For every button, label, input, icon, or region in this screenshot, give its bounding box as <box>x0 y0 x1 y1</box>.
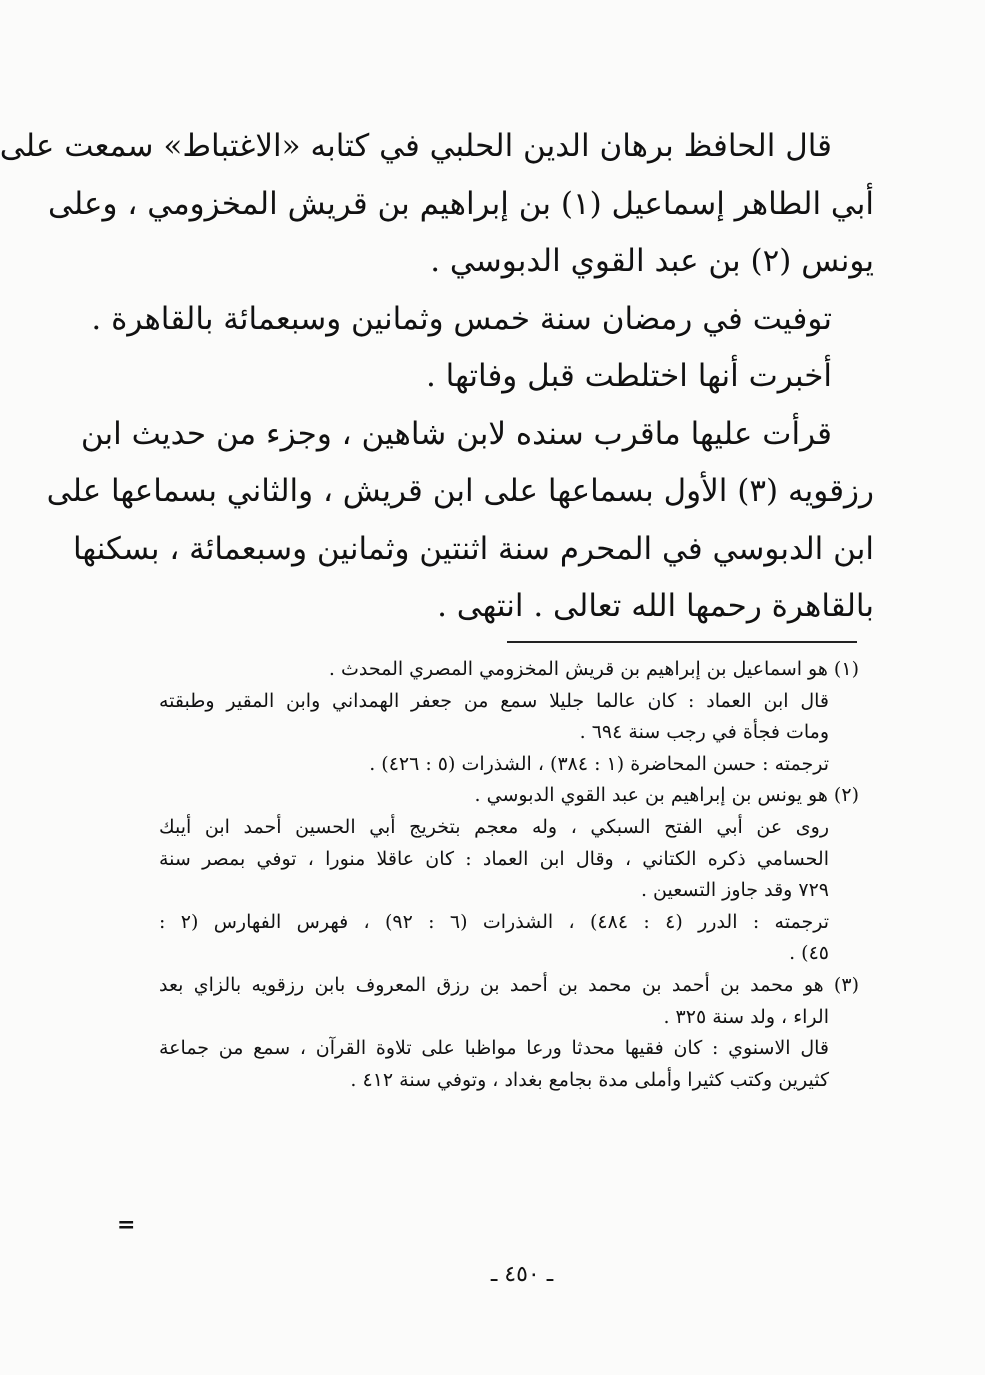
footnote-line: ٤٥) . <box>789 942 829 965</box>
text-line-2: أبي الطاهر إسماعيل (١) بن إبراهيم بن قريش المخزومي ، وعلى <box>47 185 874 222</box>
footnote-line: كثيرين وكتب كثيرا وأملى مدة بجامع بغداد ، وتوفي سنة ٤١٢ . <box>350 1068 829 1091</box>
footnote-2-heading: (٢) هو يونس بن إبراهيم بن عبد القوي الدبوسي . <box>474 784 859 807</box>
main-text <box>0 118 874 636</box>
continuation-mark: = <box>117 1212 136 1238</box>
text-line-7: رزقويه (٣) الأول بسماعها على ابن قريش ، والثاني بسماعها على <box>46 473 874 509</box>
footnote-line: قال الاسنوي : كان فقيها محدثا ورعا مواظبا على تلاوة القرآن ، سمع من جماعة <box>159 1037 829 1060</box>
footnote-line: ترجمته : الدرر (٤ : ٤٨٤) ، الشذرات (٦ : ٩٢) ، فهرس الفهارس (٢ : <box>159 910 829 933</box>
text-line-8: ابن الدبوسي في المحرم سنة اثنتين وثمانين وسبعمائة ، بسكنها <box>72 530 874 567</box>
footnote-line: ترجمته : حسن المحاضرة (١ : ٣٨٤) ، الشذرات (٥ : ٤٢٦) . <box>369 752 829 775</box>
text-line-4: توفيت في رمضان سنة خمس وثمانين وسبعمائة بالقاهرة . <box>91 300 832 337</box>
text-line-6: قرأت عليها ماقرب سنده لابن شاهين ، وجزء من حديث ابن <box>80 415 832 452</box>
footnote-separator <box>507 641 857 643</box>
text-line-5: أخبرت أنها اختلطت قبل وفاتها . <box>425 358 832 394</box>
footnote-line: الراء ، ولد سنة ٣٢٥ . <box>663 1005 829 1028</box>
footnote-line: قال ابن العماد : كان عالما جليلا سمع من جعفر الهمداني وابن المقير وطبقته <box>159 689 829 712</box>
text-line-3: يونس (٢) بن عبد القوي الدبوسي . <box>430 243 874 279</box>
footnote-line: الحسامي ذكره الكتاني ، وقال ابن العماد : كان عاقلا منورا ، توفي بمصر سنة <box>159 847 829 870</box>
text-line-1: قال الحافظ برهان الدين الحلبي في كتابه «الاغتباط» سمعت على <box>0 128 832 164</box>
footnote-1-heading: (١) هو اسماعيل بن إبراهيم بن قريش المخزومي المصري المحدث . <box>328 658 859 680</box>
page-number: ـ ٤٥٠ ـ <box>490 1262 554 1287</box>
footnote-line: روى عن أبي الفتح السبكي ، وله معجم بتخريج أبي الحسين أحمد ابن أيبك <box>159 815 829 838</box>
footnotes <box>159 654 859 1096</box>
footnote-3-heading: (٣) هو محمد بن أحمد بن محمد بن أحمد بن رزق المعروف بابن رزقويه بالزاي بعد <box>159 973 859 996</box>
text-line-9: بالقاهرة رحمها الله تعالى . انتهى . <box>437 588 874 624</box>
footnote-line: ومات فجأة في رجب سنة ٦٩٤ . <box>579 721 829 744</box>
footnote-line: ٧٢٩ وقد جاوز التسعين . <box>640 879 829 902</box>
